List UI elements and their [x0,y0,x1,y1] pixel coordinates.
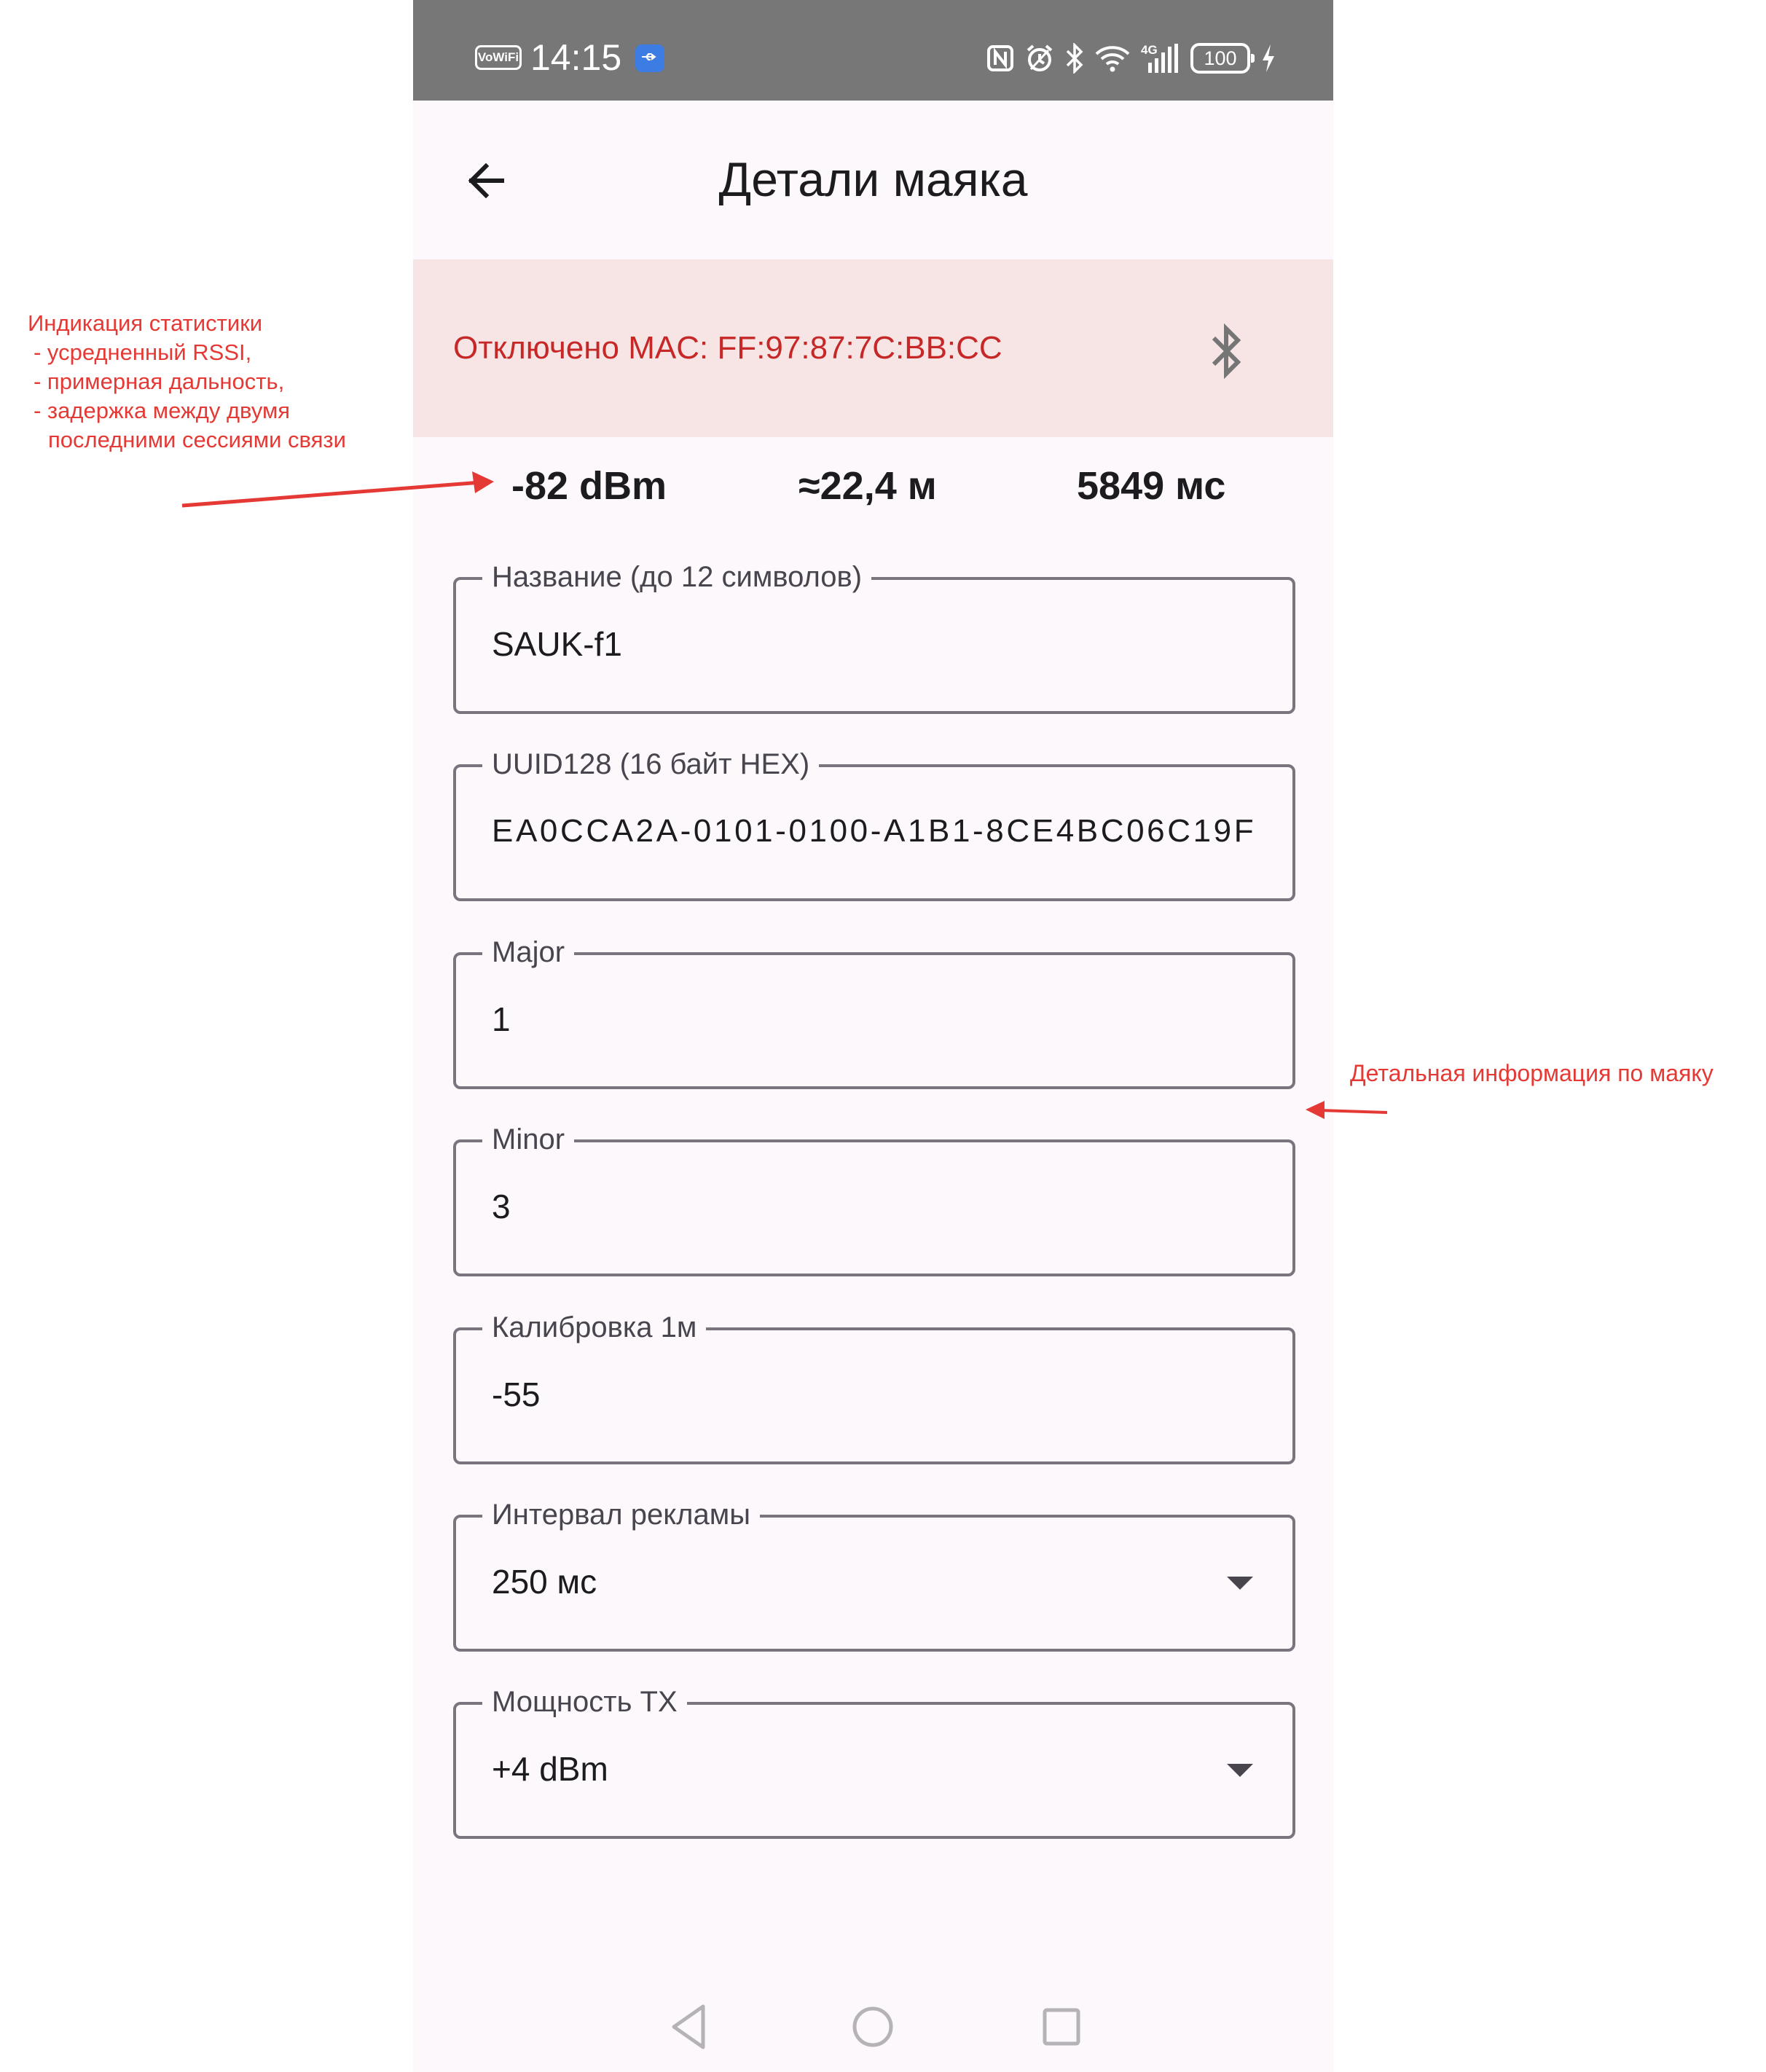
uuid-field[interactable] [453,748,1295,901]
bluetooth-icon [1209,323,1243,379]
field-outline [453,952,1295,1089]
annotation-line: - задержка между двумя [34,398,291,423]
ad-interval-value[interactable]: 250 мс [492,1563,597,1601]
details-annotation: Детальная информация по маяку [1350,1060,1714,1086]
dropdown-arrow-icon[interactable] [1227,1577,1253,1590]
app-bar [413,101,1333,259]
status-time: 14:15 [530,37,622,78]
minor-input[interactable]: 3 [492,1188,511,1225]
field-label: Мощность TX [482,1683,687,1721]
field-label: Интервал рекламы [482,1496,760,1534]
nav-recents-icon[interactable] [1032,1998,1091,2056]
annotation-line: Индикация статистики [28,310,263,336]
field-label: UUID128 (16 байт HEX) [482,745,819,783]
major-input[interactable]: 1 [492,1000,511,1038]
stats-annotation [28,309,346,455]
status-icons [986,38,1276,79]
calibration-field[interactable] [453,1311,1295,1464]
connection-banner [413,259,1333,437]
battery-indicator: 100 [1190,43,1250,74]
field-outline [453,1139,1295,1276]
ad-interval-dropdown[interactable] [453,1499,1295,1652]
calibration-input[interactable]: -55 [492,1376,541,1413]
nav-back-icon[interactable] [661,1998,719,2056]
status-bar [413,0,1333,101]
minor-field[interactable] [453,1123,1295,1276]
rssi-stat: -82 dBm [511,464,667,508]
field-outline [453,1327,1295,1464]
signal-4g-icon [1141,42,1180,74]
usb-icon [635,44,664,72]
nfc-icon [986,44,1014,72]
uuid-input[interactable]: EA0CCA2A-0101-0100-A1B1-8CE4BC06C19F [492,813,1257,849]
page-title: Детали маяка [718,152,1028,206]
annotation-line: последними сессиями связи [48,427,346,452]
field-label: Калибровка 1м [482,1308,706,1346]
charging-icon [1260,43,1276,74]
tx-power-value[interactable]: +4 dBm [492,1750,608,1788]
annotation-line: - усредненный RSSI, [34,340,252,365]
phone-screen [413,0,1333,2072]
wifi-icon [1094,44,1131,73]
delay-stat: 5849 мс [1077,464,1226,508]
name-field[interactable] [453,561,1295,714]
distance-stat: ≈22,4 м [798,464,937,508]
connection-status-text: Отключено MAC: FF:97:87:7C:BB:CC [453,330,1002,366]
system-nav-bar [413,1982,1333,2072]
major-field[interactable] [453,936,1295,1089]
field-label: Название (до 12 символов) [482,558,871,596]
dropdown-arrow-icon[interactable] [1227,1764,1253,1777]
bluetooth-icon [1065,43,1084,74]
name-input[interactable]: SAUK-f1 [492,625,622,663]
svg-text:4G: 4G [1141,43,1158,57]
field-label: Minor [482,1121,574,1158]
field-label: Major [482,933,574,971]
nav-home-icon[interactable] [844,1998,902,2056]
vowifi-badge: VoWiFi [475,45,522,70]
alarm-icon [1024,43,1055,74]
tx-power-dropdown[interactable] [453,1686,1295,1839]
annotation-line: - примерная дальность, [34,369,285,394]
